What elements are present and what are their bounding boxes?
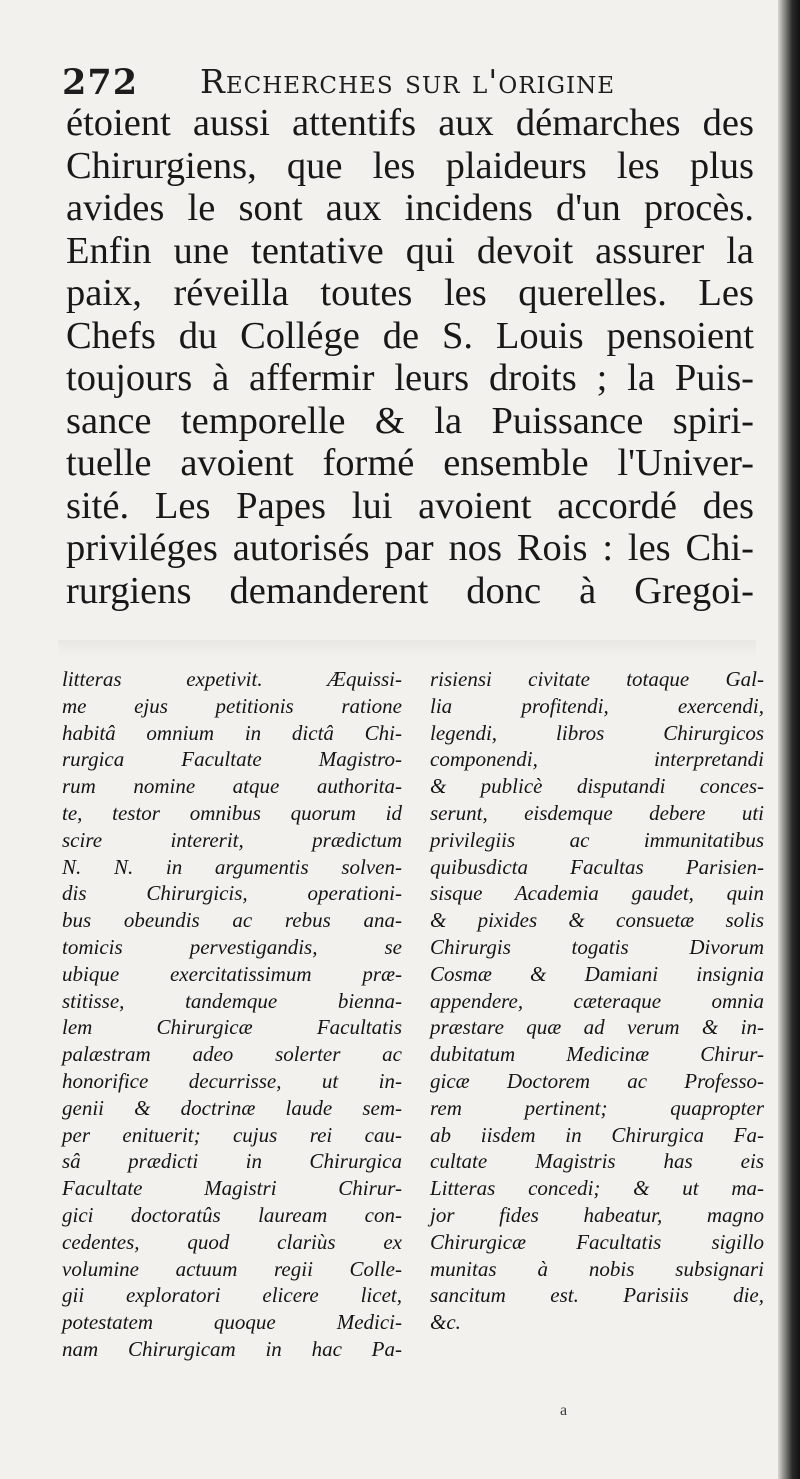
- column-line: &c.: [430, 1310, 461, 1335]
- column-line: te, testor omnibus quorum id: [62, 800, 402, 825]
- column-line: stitisse, tandemque bienna-: [62, 988, 402, 1013]
- main-text-line: rurgiens demanderent donc à Gregoi-: [66, 569, 754, 612]
- main-text-line: Enfin une tentative qui devoit assurer la: [66, 229, 754, 272]
- bleed-through-band: [58, 640, 756, 658]
- main-text-line: Chirurgiens, que les plaideurs les plus: [66, 144, 754, 187]
- column-line: bus obeundis ac rebus ana-: [62, 908, 402, 933]
- column-line: scire intererit, prædictum: [62, 827, 402, 852]
- column-line: sancitum est. Parisiis die,: [430, 1283, 764, 1308]
- page-edge-shadow: [778, 0, 800, 1479]
- column-line: litteras expetivit. Æquissi-: [62, 667, 402, 691]
- column-line: munitas à nobis subsignari: [430, 1256, 764, 1281]
- column-line: Cosmæ & Damiani insignia: [430, 961, 764, 986]
- column-line: gii exploratori elicere licet,: [62, 1283, 402, 1308]
- column-line: cultate Magistris has eis: [430, 1149, 764, 1174]
- column-line: tomicis pervestigandis, se: [62, 934, 402, 959]
- column-line: rem pertinent; quapropter: [430, 1095, 764, 1120]
- column-line: Chirurgis togatis Divorum: [430, 934, 764, 959]
- column-line: habitâ omnium in dictâ Chi-: [62, 720, 402, 745]
- main-text-line: avides le sont aux incidens d'un procès.: [66, 187, 754, 229]
- page-number: 272: [62, 62, 139, 103]
- main-text-line: toujours à affermir leurs droits ; la Puis-: [66, 357, 754, 399]
- column-line: legendi, libros Chirurgicos: [430, 720, 764, 745]
- column-line: potestatem quoque Medici-: [62, 1310, 402, 1335]
- column-line: ab iisdem in Chirurgica Fa-: [430, 1122, 764, 1147]
- column-line: risiensi civitate totaque Gal-: [430, 667, 764, 691]
- column-line: jor fides habeatur, magno: [430, 1202, 764, 1227]
- column-line: Litteras concedi; & ut ma-: [430, 1176, 764, 1201]
- column-line: N. N. in argumentis solven-: [62, 854, 402, 879]
- column-line: gici doctoratûs lauream con-: [62, 1202, 402, 1227]
- latin-column-right: [430, 666, 764, 1336]
- signature-mark: a: [560, 1402, 568, 1419]
- column-line: sisque Academia gaudet, quin: [430, 881, 764, 906]
- column-line: appendere, cæteraque omnia: [430, 988, 764, 1013]
- running-title: Recherches sur l'origine: [200, 62, 616, 101]
- column-line: palæstram adeo solerter ac: [62, 1042, 402, 1067]
- column-line: privilegiis ac immunitatibus: [430, 827, 764, 852]
- page-header: [62, 54, 752, 104]
- column-line: per enituerit; cujus rei cau-: [62, 1122, 402, 1147]
- column-line: præstare quæ ad verum & in-: [430, 1015, 764, 1040]
- column-line: volumine actuum regii Colle-: [62, 1256, 402, 1281]
- main-text-line: étoient aussi attentifs aux démarches des: [66, 102, 754, 144]
- column-line: ubique exercitatissimum præ-: [62, 961, 402, 986]
- main-text-line: sité. Les Papes lui avoient accordé des: [66, 484, 754, 527]
- latin-column-left: [62, 666, 402, 1363]
- column-line: Chirurgicæ Facultatis sigillo: [430, 1229, 764, 1254]
- column-line: rum nomine atque authorita-: [62, 774, 402, 799]
- column-line: sâ prædicti in Chirurgica: [62, 1149, 402, 1174]
- column-line: quibusdicta Facultas Parisien-: [430, 854, 764, 879]
- column-line: cedentes, quod clariùs ex: [62, 1229, 402, 1254]
- column-line: & pixides & consuetæ solis: [430, 908, 764, 933]
- column-line: nam Chirurgicam in hac Pa-: [62, 1336, 402, 1361]
- column-line: honorifice decurrisse, ut in-: [62, 1068, 402, 1093]
- column-line: dubitatum Medicinæ Chirur-: [430, 1042, 764, 1067]
- column-line: lia profitendi, exercendi,: [430, 693, 764, 718]
- main-paragraph: [66, 102, 754, 612]
- column-line: & publicè disputandi conces-: [430, 774, 764, 799]
- column-line: me ejus petitionis ratione: [62, 693, 402, 718]
- column-line: genii & doctrinæ laude sem-: [62, 1095, 402, 1120]
- main-text-line: priviléges autorisés par nos Rois : les Chi-: [66, 527, 754, 569]
- main-text-line: Chefs du Collége de S. Louis pensoient: [66, 314, 754, 357]
- column-line: lem Chirurgicæ Facultatis: [62, 1015, 402, 1040]
- main-text-line: paix, réveilla toutes les querelles. Les: [66, 272, 754, 314]
- column-line: serunt, eisdemque debere uti: [430, 800, 764, 825]
- column-line: Facultate Magistri Chirur-: [62, 1176, 402, 1201]
- column-line: dis Chirurgicis, operationi-: [62, 881, 402, 906]
- column-line: rurgica Facultate Magistro-: [62, 747, 402, 772]
- main-text-line: sance temporelle & la Puissance spiri-: [66, 399, 754, 442]
- column-line: gicæ Doctorem ac Professo-: [430, 1068, 764, 1093]
- main-text-line: tuelle avoient formé ensemble l'Univer-: [66, 442, 754, 484]
- column-line: componendi, interpretandi: [430, 747, 764, 772]
